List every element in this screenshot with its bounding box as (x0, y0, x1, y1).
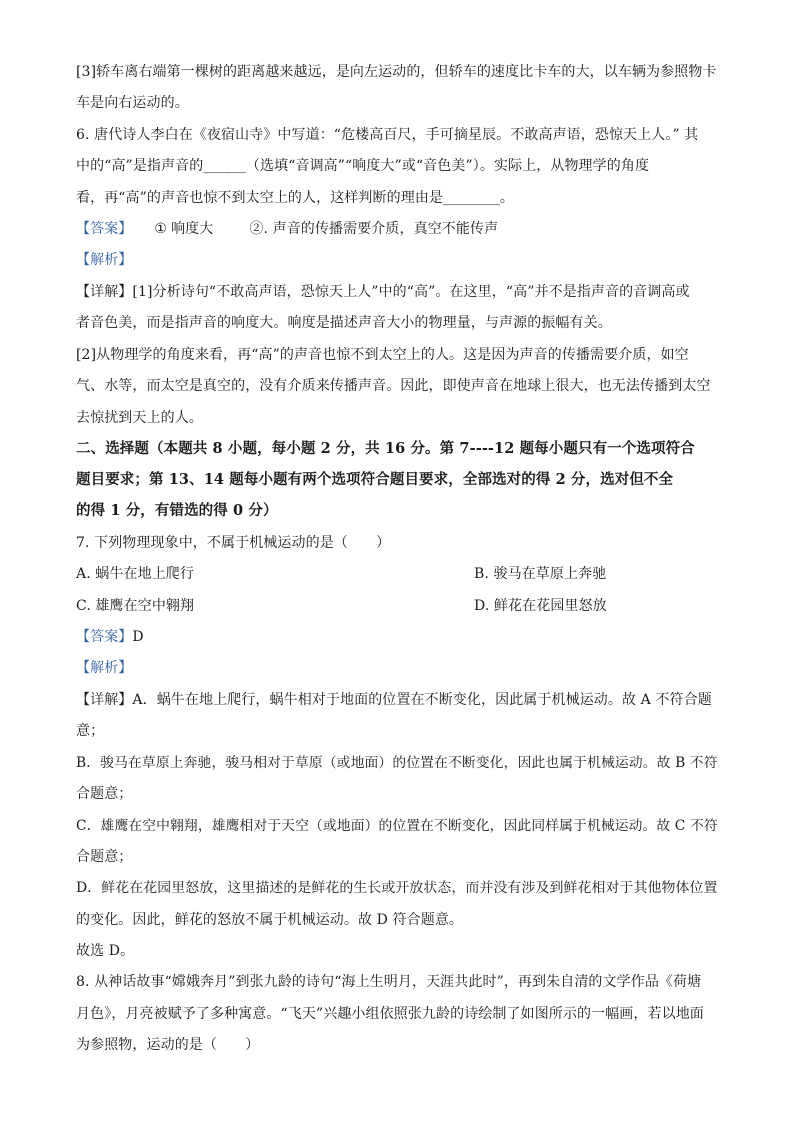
text-line: 月色》，月亮被赋予了多种寓意。“飞天”兴趣小组依照张九龄的诗绘制了如图所示的一幅画，若以地面 (76, 1006, 704, 1022)
options-row (76, 596, 716, 616)
option-d: D. 鲜花在花园里怒放 (474, 598, 607, 614)
detail-text: 去惊扰到天上的人。 (76, 410, 203, 426)
detail-text: B．骏马在草原上奔驰，骏马相对于草原（或地面）的位置在不断变化，因此也属于机械运动。故 B 不符 (76, 755, 718, 771)
answer-value-1: 响度大 (171, 221, 214, 237)
answer-label: 【答案】 (76, 221, 133, 237)
text-line: 车是向右运动的。 (76, 95, 189, 111)
answer-value-2: 声音的传播需要介质，真空不能传声 (272, 221, 499, 237)
answer-marker-2: ②. (249, 221, 269, 237)
options-row (76, 564, 716, 584)
answer-marker-1: ① (154, 221, 168, 237)
detail-text: 意； (76, 723, 105, 739)
detail-text: 合题意； (76, 786, 133, 802)
question-8: 8. 从神话故事“嫦娥奔月”到张九龄的诗句“海上生明月，天涯共此时”，再到朱自清的文学作品《荷塘 (76, 974, 702, 990)
detail-text: C．雄鹰在空中翱翔，雄鹰相对于天空（或地面）的位置在不断变化，因此同样属于机械运动。故 C 不符 (76, 818, 718, 834)
answer-6 (76, 219, 498, 239)
question-7: 7. 下列物理现象中，不属于机械运动的是（ ） (76, 535, 391, 551)
text-line: [3]轿车离右端第一棵树的距离越来越远，是向左运动的，但轿车的速度比卡车的大，以车辆为参照物卡 (76, 64, 717, 80)
analysis-label: 【解析】 (76, 660, 133, 676)
detail-text: 气、水等，而太空是真空的，没有介质来传播声音。因此，即使声音在地球上很大，也无法传播到太空 (76, 378, 711, 394)
section-heading: 题目要求；第 13、14 题每小题有两个选项符合题目要求，全部选对的得 2 分，选对但不全 (76, 471, 674, 488)
option-c: C. 雄鹰在空中翱翔 (76, 598, 195, 614)
text-line: 为参照物，运动的是（ ） (76, 1037, 260, 1053)
question-6: 6. 唐代诗人李白在《夜宿山寺》中写道：“危楼高百尺，手可摘星辰。不敢高声语，恐惊天上人。” 其 (76, 127, 699, 143)
detail-text: 者音色美，而是指声音的响度大。响度是描述声音大小的物理量，与声源的振幅有关。 (76, 315, 612, 331)
text-line: 看，再“高”的声音也惊不到太空上的人，这样判断的理由是________。 (76, 190, 514, 206)
answer-value: D (132, 629, 144, 645)
detail-text: 的变化。因此，鲜花的怒放不属于机械运动。故 D 符合题意。 (76, 912, 464, 928)
answer-7 (76, 627, 144, 647)
option-a: A. 蜗牛在地上爬行 (76, 566, 195, 582)
section-heading: 二、选择题（本题共 8 小题，每小题 2 分，共 16 分。第 7----12 题每小题只有一个选项符合 (76, 440, 695, 457)
analysis-label: 【解析】 (76, 252, 133, 268)
section-heading: 的得 1 分，有错选的得 0 分） (76, 502, 278, 519)
detail-text: 故选 D。 (76, 943, 135, 959)
detail-text: 【详解】[1]分析诗句“不敢高声语，恐惊天上人”中的“高”。在这里，“高”并不是指声音的音调高或 (76, 284, 690, 300)
detail-text: [2]从物理学的角度来看，再“高”的声音也惊不到太空上的人。这是因为声音的传播需要介质，如空 (76, 347, 689, 363)
detail-text: 【详解】A．蜗牛在地上爬行，蜗牛相对于地面的位置在不断变化，因此属于机械运动。故 A 不符合题 (76, 692, 712, 708)
answer-label: 【答案】 (76, 629, 133, 645)
detail-text: D．鲜花在花园里怒放，这里描述的是鲜花的生长或开放状态，而并没有涉及到鲜花相对于其他物体位置 (76, 880, 718, 896)
text-line: 中的“高”是指声音的______（选填“音调高”“响度大”或“音色美”）。实际上，从物理学的角度 (76, 158, 650, 174)
option-b: B. 骏马在草原上奔驰 (474, 566, 607, 582)
detail-text: 合题意； (76, 849, 133, 865)
